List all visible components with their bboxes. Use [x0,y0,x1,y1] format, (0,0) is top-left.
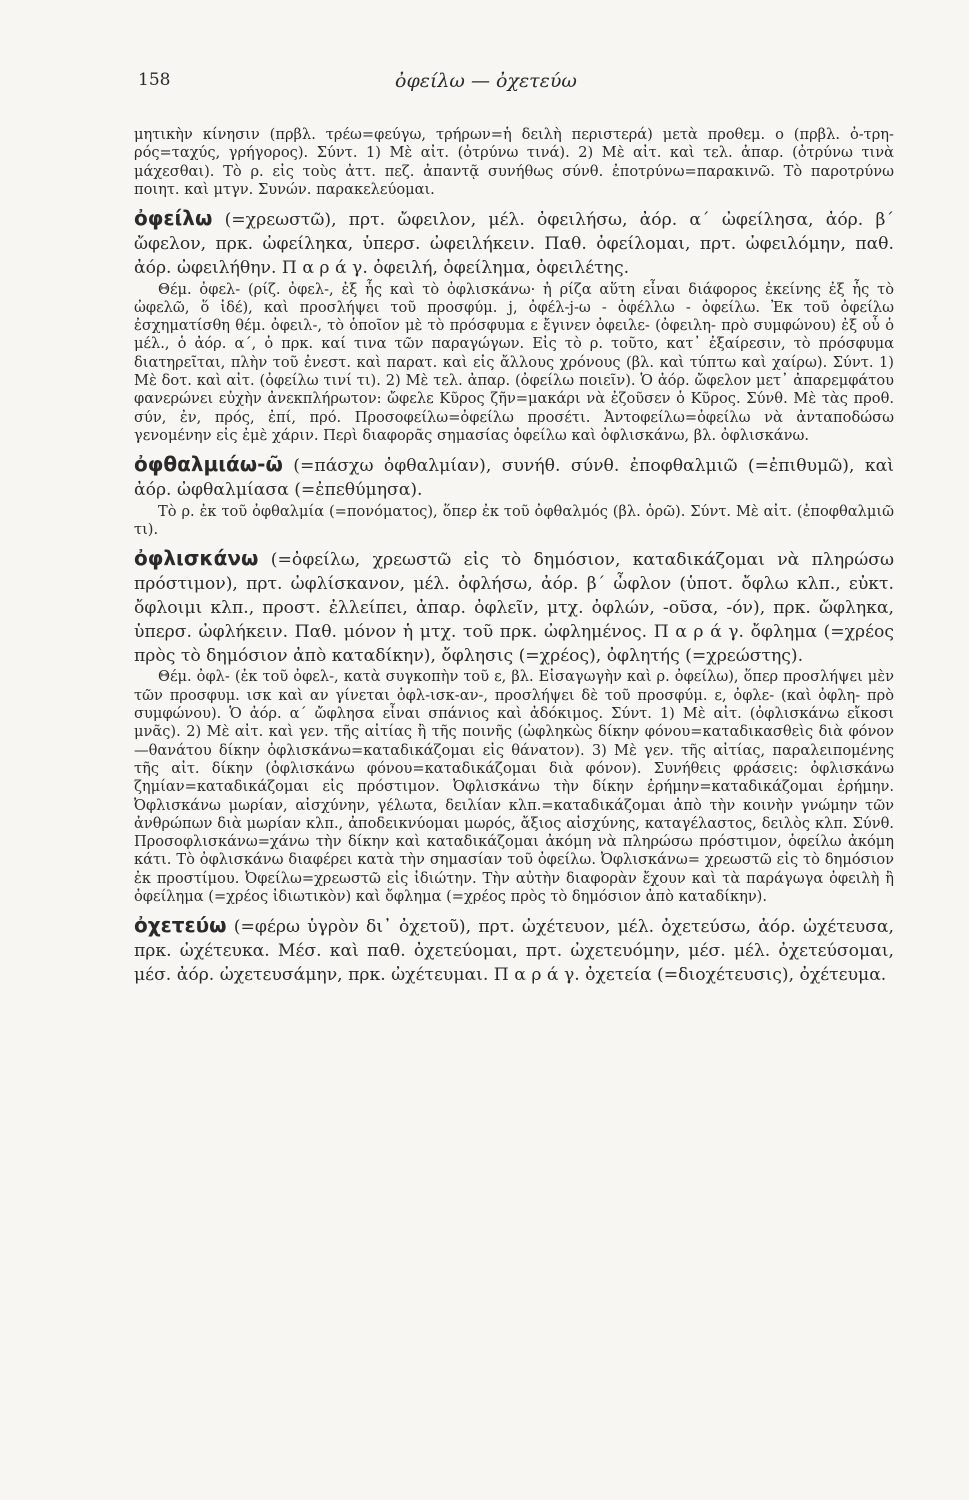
entry-headword: ὀχετεύω [134,913,227,938]
entry-main [134,914,894,987]
entry-definition: (=ὀφείλω, χρεωστῶ εἰς τὸ δημόσιον, καταδικάζομαι νὰ πληρώσω πρόστιμον), πρτ. ὠφλίσκανον, μέλ. ὀφλήσω, ἀόρ. β΄ ὦφλον (ὑποτ. ὄφλω κλπ., εὐκτ. ὄφλοιμι κλπ., προστ. ἐλλείπει, ἀπαρ. ὀφλεῖν, μτχ. ὀφλών, -οῦσα, -όν), πρκ. ὤφληκα, ὑπερσ. ὠφλήκειν. Παθ. μόνον ἡ μτχ. τοῦ πρκ. ὠφλημένος. Π α ρ ά γ. ὄφλημα (=χρέος πρὸς τὸ δημόσιον ἀπὸ καταδίκην), ὄφλησις (=χρέος), ὀφλητής (=χρεώστης). [134,550,895,666]
entry-main [134,207,894,280]
entry-oflisakano [134,547,894,906]
entry-definition: (=φέρω ὑγρὸν δι᾽ ὀχετοῦ), πρτ. ὠχέτευον, μέλ. ὀχετεύσω, ἀόρ. ὠχέτευσα, πρκ. ὠχέτευκα. Μέσ. καὶ παθ. ὀχετεύομαι, πρτ. ὠχετευόμην, μέσ. μέλ. ὀχετεύσομαι, μέσ. ἀόρ. ὠχετευσάμην, πρκ. ὠχέτευμαι. Π α ρ ά γ. ὀχετεία (=διοχέτευσις), ὀχέτευμα. [134,917,894,985]
entry-ofeilo [134,207,894,445]
entry-definition: (=χρεωστῶ), πρτ. ὤφειλον, μέλ. ὀφειλήσω, ἀόρ. α΄ ὠφείλησα, ἀόρ. β΄ ὤφελον, πρκ. ὠφείληκα, ὑπερσ. ὠφειλήκειν. Παθ. ὀφείλομαι, πρτ. ὠφειλόμην, παθ. ἀόρ. ὠφειλήθην. Π α ρ ά γ. ὀφειλή, ὀφείλημα, ὀφειλέτης. [134,210,894,278]
running-head: ὀφείλω — ὀχετεύω [395,70,577,92]
entry-definition: (=πάσχω ὀφθαλμίαν), συνήθ. σύνθ. ἐποφθαλμιῶ (=ἐπιθυμῶ), καὶ ἀόρ. ὠφθαλμίασα (=ἐπεθύμησα). [134,456,894,501]
entry-main [134,547,894,668]
entry-ofthalmiao [134,453,894,539]
intro-paragraph: μητικὴν κίνησιν (πρβλ. τρέω=φεύγω, τρήρων=ἡ δειλὴ περιστερά) μετὰ προθεμ. ο (πρβλ. ὀ-τρη-ρός=ταχύς, γρήγορος). Σύντ. 1) Μὲ αἰτ. (ὀτρύνω τινά). 2) Μὲ αἰτ. καὶ τελ. ἀπαρ. (ὀτρύνω τινὰ μάχεσθαι). Τὸ ρ. εἰς τοὺς ἀττ. πεζ. ἀπαντᾷ συνήθως σύνθ. ἐποτρύνω=παρακινῶ. Τὸ παροτρύνω ποιητ. καὶ μτγν. Συνών. παρακελεύομαι. [134,126,894,198]
entry-headword: ὀφθαλμιάω-ῶ [134,452,283,477]
page-number: 158 [138,70,171,90]
entry-note: Θέμ. ὀφελ- (ρίζ. ὀφελ-, ἐξ ἧς καὶ τὸ ὀφλισκάνω· ἡ ρίζα αὕτη εἶναι διάφορος ἐκείνης ἐξ ἧς τὸ ὠφελῶ, ὅ ἰδέ), καὶ προσλήψει τοῦ προσφύμ. j, ὀφέλ-j-ω - ὀφέλλω - ὀφείλω. Ἐκ τοῦ ὀφείλω ἐσχηματίσθη θέμ. ὀφειλ-, τὸ ὁποῖον μὲ τὸ πρόσφυμα ε ἔγινεν ὀφειλε- (ὀφειλη- πρὸ συμφώνου) ἐξ οὗ ὁ μέλ., ὁ ἀόρ. α΄, ὁ πρκ. καί τινα τῶν παραγώγων. Εἰς τὸ ρ. τοῦτο, κατ᾽ ἐξαίρεσιν, τὸ πρόσφυμα διατηρεῖται, πλὴν τοῦ ἐνεστ. καὶ παρατ. καὶ εἰς ἄλλους χρόνους (βλ. καὶ τύπτω καὶ χαίρω). Σύντ. 1) Μὲ δοτ. καὶ αἰτ. (ὀφείλω τινί τι). 2) Μὲ τελ. ἀπαρ. (ὀφείλω ποιεῖν). Ὁ ἀόρ. ὤφελον μετ᾽ ἀπαρεμφάτου φανερώνει εὐχὴν ἀνεκπλήρωτον: ὤφελε Κῦρος ζῆν=μακάρι νὰ ἐζοῦσεν ὁ Κῦρος. Σύνθ. Μὲ τὰς προθ. σύν, ἐν, πρός, ἐπί, πρό. Προσοφείλω=ὀφείλω προσέτι. Ἀντοφείλω=ὀφείλω νὰ ἀνταποδώσω γενομένην εἰς ἐμὲ χάριν. Περὶ διαφορᾶς σημασίας ὀφείλω καὶ ὀφλισκάνω, βλ. ὀφλισκάνω. [134,280,894,444]
entry-main [134,453,894,503]
entry-note: Τὸ ρ. ἐκ τοῦ ὀφθαλμία (=πονόματος), ὅπερ ἐκ τοῦ ὀφθαλμός (βλ. ὁρῶ). Σύντ. Μὲ αἰτ. (ἐποφθαλμιῶ τι). [134,502,894,539]
page-body [134,126,894,988]
entry-headword: ὀφείλω [134,206,213,231]
entry-headword: ὀφλισκάνω [134,546,259,571]
entry-note: Θέμ. ὀφλ- (ἐκ τοῦ ὀφελ-, κατὰ συγκοπὴν τοῦ ε, βλ. Εἰσαγωγὴν καὶ ρ. ὀφείλω), ὅπερ προσλήψει μὲν τῶν προσφυμ. ισκ καὶ αν γίνεται ὀφλ-ισκ-αν-, προσλήψει δὲ τοῦ προσφύμ. ε, ὀφλε- (καὶ ὀφλη- πρὸ συμφώνου). Ὁ ἀόρ. α΄ ὤφλησα εἶναι σπάνιος καὶ ἀδόκιμος. Σύντ. 1) Μὲ αἰτ. (ὀφλισκάνω εἴκοσι μνᾶς). 2) Μὲ αἰτ. καὶ γεν. τῆς αἰτίας ἢ τῆς ποινῆς (ὠφληκὼς δίκην φόνου=καταδικασθεὶς διὰ φόνον—θανάτου δίκην ὀφλισκάνω=καταδικάζομαι εἰς θάνατον). 3) Μὲ γεν. τῆς αἰτίας, παραλειπομένης τῆς αἰτ. δίκην (ὀφλισκάνω φόνου=καταδικάζομαι διὰ φόνον). Συνήθεις φράσεις: ὀφλισκάνω ζημίαν=καταδικάζομαι εἰς πρόστιμον. Ὀφλισκάνω τὴν δίκην ἐρήμην=καταδικάζομαι ἐρήμην. Ὀφλισκάνω μωρίαν, αἰσχύνην, γέλωτα, δειλίαν κλπ.=καταδικάζομαι ἀπὸ τὴν κοινὴν γνώμην τῶν ἀνθρώπων διὰ μωρίαν κλπ., ἀποδεικνύομαι μωρός, ἄξιος αἰσχύνης, καταγέλαστος, δειλὸς κλπ. Σύνθ. Προσοφλισκάνω=χάνω τὴν δίκην καὶ καταδικάζομαι ἀκόμη νὰ πληρώσω πρόστιμον, ὀφείλω ἀκόμη κάτι. Τὸ ὀφλισκάνω διαφέρει κατὰ τὴν σημασίαν τοῦ ὀφείλω. Ὀφλισκάνω= χρεωστῶ εἰς τὸ δημόσιον ἐκ προστίμου. Ὀφείλω=χρεωστῶ εἰς ἰδιώτην. Τὴν αὐτὴν διαφορὰν ἔχουν καὶ τὰ παράγωγα ὀφειλὴ ἢ ὀφείλημα (=χρέος ἰδιωτικὸν) καὶ ὄφλημα (=χρέος πρὸς τὸ δημόσιον ἀπὸ καταδίκην). [134,668,894,905]
entry-ocheteuo [134,914,894,987]
